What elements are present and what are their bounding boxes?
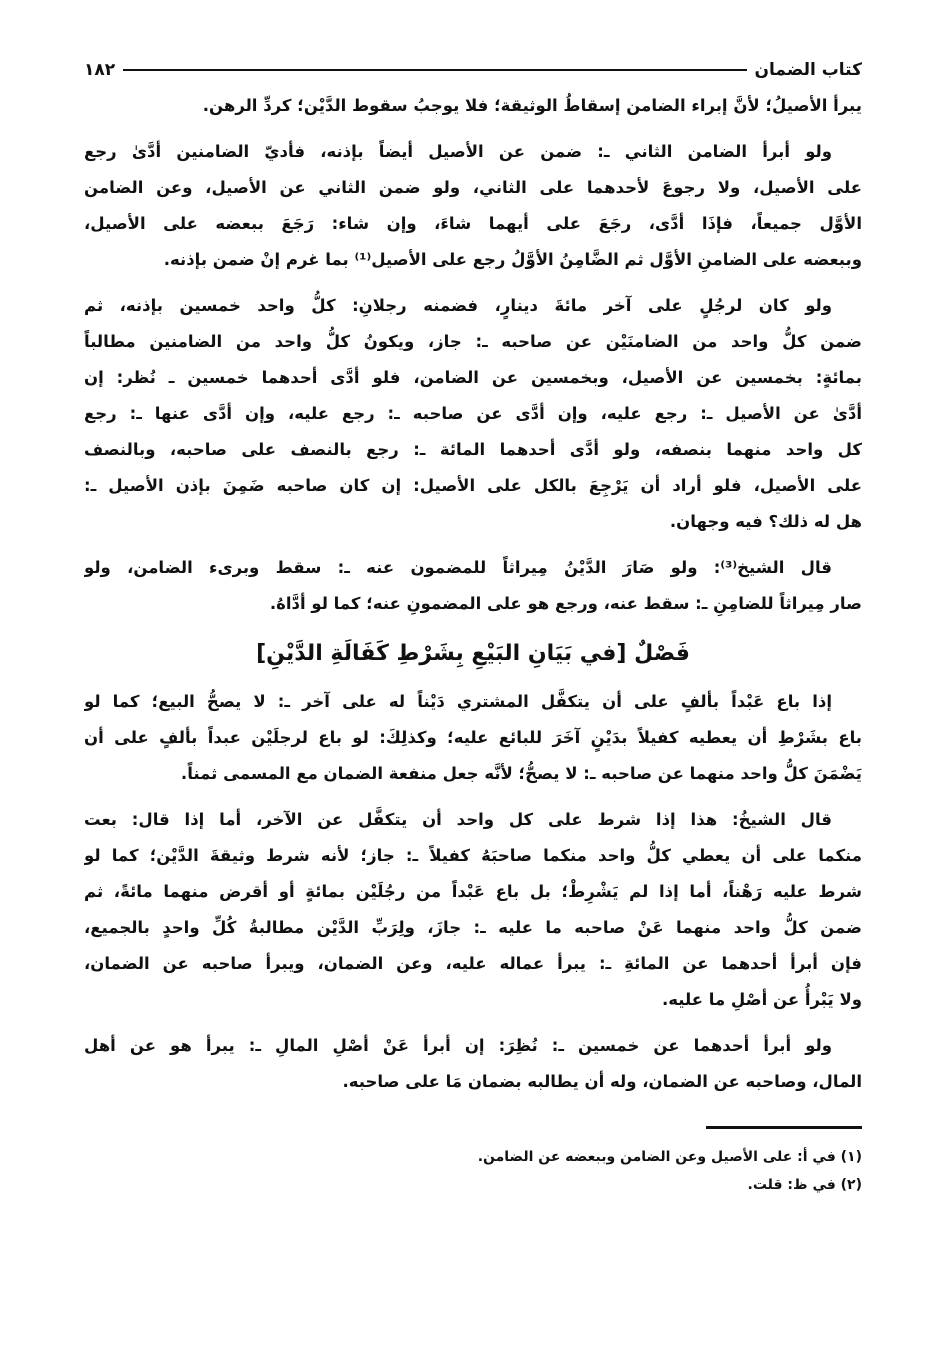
main-text-part-2	[84, 684, 862, 1100]
paragraph	[84, 802, 862, 1018]
text-line: هل له ذلك؟ فيه وجهان.	[669, 512, 862, 531]
header-rule	[123, 69, 746, 71]
text-line: شرط عليه رَهْناً، أما إذا لم يَشْرِطْ؛ بل باع عَبْداً من رجُلَيْن بمائةٍ أو أقرض منهما مائةً، ثم	[84, 882, 862, 901]
book-page	[84, 52, 862, 1199]
text-line: فإن أبرأ أحدهما عن المائةِ ـ: يبرأ عماله عليه، وعن الضمان، ويبرأ صاحبه عن الضمان،	[84, 954, 862, 973]
text-line: وببعضه على الضامنِ الأوَّل ثم الضَّامِنُ الأوَّلُ رجع على الأصيل⁽¹⁾ بما غرم إنْ ضمن بإذنه.	[163, 250, 862, 269]
running-header	[84, 52, 862, 88]
running-title: كتاب الضمان	[754, 60, 862, 80]
text-line: يَضْمَنَ كلُّ واحد منهما عن صاحبه ـ: لا يصحُّ؛ لأنَّه جعل منفعة الضمان مع المسمى ثمناً.	[180, 764, 862, 783]
footnote-1: (١) في أ: على الأصيل وعن الضامن وببعضه عن الضامن.	[477, 1149, 862, 1165]
text-line: يبرأ الأصيلُ؛ لأنَّ إبراء الضامن إسقاطُ الوثيقة؛ فلا يوجبُ سقوط الدَّيْن؛ كردِّ الرهن.	[202, 96, 862, 115]
text-line: على الأصيل، فلو أراد أن يَرْجِعَ بالكل على الأصيل: إن كان صاحبه ضَمِنَ بإذن الأصيل ـ:	[84, 476, 862, 495]
paragraph	[84, 288, 862, 540]
text-line: كل واحد منهما بنصفه، ولو أدَّى أحدهما المائة ـ: رجع بالنصف على صاحبه، وبالنصف	[84, 440, 862, 459]
text-line: أدَّىٰ عن الأصيل ـ: رجع عليه، وإن أدَّى عن صاحبه ـ: رجع عليه، وإن أدَّى عنها ـ: رجع	[84, 404, 862, 423]
paragraph	[84, 88, 862, 124]
paragraph	[84, 1028, 862, 1100]
text-line: الأوَّل جميعاً، فإذَا أدَّى، رجَعَ على أيهما شاءَ، وإن شاء: رَجَعَ ببعضه على الأصيل،	[84, 214, 862, 233]
text-line: ضمن كلُّ واحد منهما عَنْ صاحبه ما عليه ـ: جازَ، ولِرَبِّ الدَّيْن مطالبةُ كُلِّ واحدٍ بالجميع،	[84, 918, 862, 937]
text-line: ولو أبرأ الضامن الثاني ـ: ضمن عن الأصيل أيضاً بإذنه، فأديّ الضامنين أدَّىٰ رجع	[84, 142, 832, 161]
text-line: إذا باع عَبْداً بألفٍ على أن يتكفَّل المشتري دَيْناً له على آخر ـ: لا يصحُّ البيع؛ كما لو	[84, 692, 832, 711]
paragraph	[84, 550, 862, 622]
text-line: على الأصيل، ولا رجوعَ لأحدهما على الثاني، ولو ضمن الثاني عن الأصيل، وعن الضامن	[84, 178, 862, 197]
text-line: ضمن كلُّ واحد من الضامنَيْن عن صاحبه ـ: جاز، ويكونُ كلُّ واحد من الضامنين مطالباً	[84, 332, 862, 351]
text-line: ولو أبرأ أحدهما عن خمسين ـ: نُظِرَ: إن أبرأ عَنْ أصْلِ المالِ ـ: يبرأ هو عن أهل	[84, 1036, 832, 1055]
text-line: قال الشيخُ: هذا إذا شرط على كل واحد أن يتكفَّل عن الآخر، أما إذا قال: بعت	[84, 810, 832, 829]
section-heading: فَصْلٌ [في بَيَانِ البَيْعِ بِشَرْطِ كَفَالَةِ الدَّيْنِ]	[256, 641, 690, 666]
text-line: قال الشيخ⁽³⁾: ولو صَارَ الدَّيْنُ مِيراثاً للمضمون عنه ـ: سقط وبرىء الضامن، ولو	[84, 558, 832, 577]
text-line: بمائةٍ: بخمسين عن الأصيل، وبخمسين عن الضامن، فلو أدَّى أحدهما خمسين ـ نُظر: إن	[84, 368, 862, 387]
page-number: ١٨٢	[84, 60, 116, 80]
paragraph	[84, 684, 862, 792]
paragraph	[84, 134, 862, 278]
text-line: المال، وصاحبه عن الضمان، وله أن يطالبه بضمان مَا على صاحبه.	[342, 1072, 862, 1091]
text-line: صار مِيراثاً للضامِنِ ـ: سقط عنه، ورجع هو على المضمونِ عنه؛ كما لو أدَّاهُ.	[269, 594, 862, 613]
text-line: ولا يَبْرأُ عن أصْلِ ما عليه.	[662, 990, 862, 1009]
text-line: منكما على أن يعطي كلُّ واحد منكما صاحبَهُ كفيلاً ـ: جاز؛ لأنه شرط وثيقةَ الدَّيْن؛ كما لو	[84, 846, 862, 865]
main-text-part-1	[84, 88, 862, 622]
footnote-2: (٢) في ظ: قلت.	[747, 1177, 862, 1193]
footnote-rule	[706, 1126, 862, 1129]
text-line: ولو كان لرجُلٍ على آخر مائةَ دينارٍ، فضمنه رجلانِ: كلُّ واحد خمسين بإذنه، ثم	[84, 296, 832, 315]
text-line: باع بشَرْطِ أن يعطيه كفيلاً بدَيْنٍ آخَرَ للبائع عليه؛ وكذلِكَ: لو باع لرجلَيْن عبداً بألفٍ على أن	[84, 728, 862, 747]
